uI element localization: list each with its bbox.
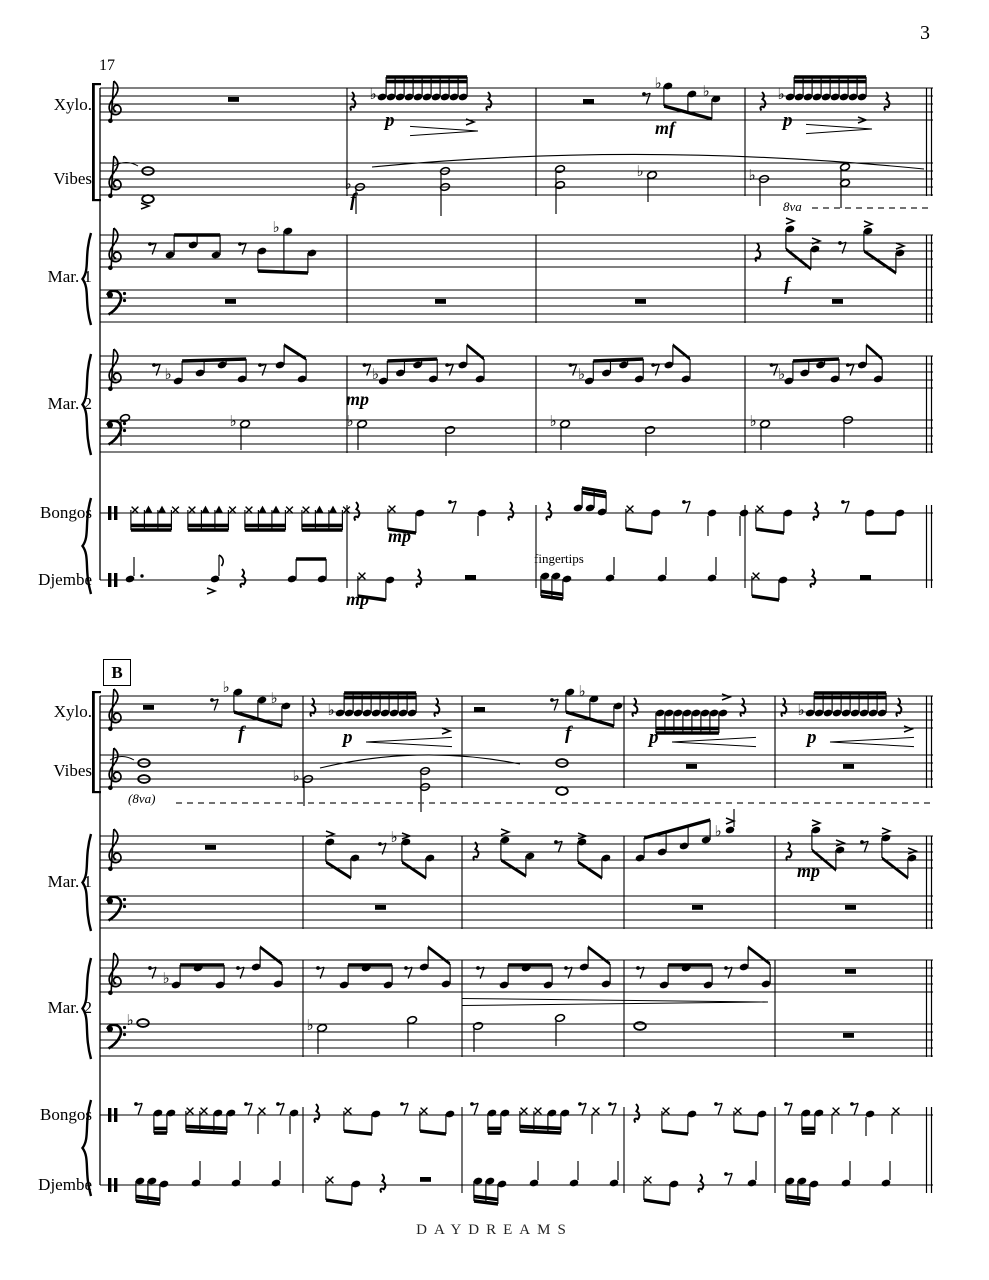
svg-text:♭: ♭ — [714, 822, 722, 840]
instrument-label-mar2-s2: Mar. 2 — [47, 998, 92, 1017]
instrument-label-vibes-s2: Vibes — [53, 761, 92, 780]
dynamic-mar1-mp-m25: mp — [797, 861, 821, 881]
dynamic-xylo-p-m22: p — [343, 727, 353, 748]
treble-clef-icon — [108, 748, 121, 790]
bass-clef-icon — [107, 291, 126, 315]
dynamic-xylo-mf-m19: mf — [655, 118, 675, 138]
page-number: 3 — [920, 22, 930, 44]
treble-clef-icon — [108, 228, 121, 270]
svg-text:♭: ♭ — [229, 412, 237, 430]
bass-clef-icon — [107, 897, 126, 921]
footer-title: DAYDREAMS — [416, 1222, 573, 1238]
svg-text:♭: ♭ — [549, 412, 557, 430]
svg-text:♭: ♭ — [272, 218, 280, 236]
svg-text:♭: ♭ — [636, 162, 644, 180]
svg-text:♭: ♭ — [346, 412, 354, 430]
octave-line-continuation-label: (8va) — [128, 791, 156, 806]
dynamic-vibes-f-m18: f — [350, 190, 357, 211]
instrument-label-mar2-s1: Mar. 2 — [47, 394, 92, 413]
rehearsal-mark: B — [103, 659, 131, 686]
svg-text:♭: ♭ — [344, 175, 352, 193]
svg-text:♭: ♭ — [306, 1016, 314, 1034]
svg-text:♭: ♭ — [778, 365, 786, 383]
svg-text:♭: ♭ — [749, 412, 757, 430]
instrument-label-mar1-s2: Mar. 1 — [47, 872, 92, 891]
svg-text:♭: ♭ — [777, 85, 785, 103]
treble-clef-icon — [108, 349, 121, 391]
dynamic-djembe-mp-m18: mp — [346, 589, 370, 609]
svg-text:♭: ♭ — [578, 682, 586, 700]
instrument-label-djembe-s2: Djembe — [38, 1175, 92, 1194]
svg-text:♭: ♭ — [164, 365, 172, 383]
instrument-label-bongos-s1: Bongos — [40, 503, 92, 522]
instrument-label-xylo-s1: Xylo. — [53, 95, 92, 114]
svg-text:♭: ♭ — [369, 85, 377, 103]
svg-text:♭: ♭ — [371, 365, 379, 383]
svg-text:♭: ♭ — [748, 166, 756, 184]
dynamic-xylo-p-m20: p — [783, 110, 793, 131]
instrument-label-vibes-s1: Vibes — [53, 169, 92, 188]
svg-text:♭: ♭ — [327, 701, 335, 719]
measure-number: 17 — [99, 57, 115, 74]
svg-text:♭: ♭ — [162, 969, 170, 987]
svg-text:♭: ♭ — [270, 689, 278, 707]
svg-text:♭: ♭ — [222, 678, 230, 696]
dynamic-bongos-mp-m18: mp — [388, 526, 412, 546]
dynamic-xylo-f-m21: f — [238, 723, 245, 744]
dynamic-mar1-f-m20: f — [784, 274, 791, 295]
dynamic-mar2-mp-m18: mp — [346, 389, 370, 409]
svg-text:♭: ♭ — [702, 82, 710, 100]
treble-clef-icon — [108, 829, 121, 871]
dynamic-xylo-p-m24: p — [649, 727, 659, 748]
svg-text:♭: ♭ — [797, 701, 805, 719]
treble-clef-icon — [108, 689, 121, 731]
bass-clef-icon — [107, 421, 126, 445]
technique-text-fingertips: fingertips — [534, 551, 584, 566]
treble-clef-icon — [108, 953, 121, 995]
instrument-label-djembe-s1: Djembe — [38, 570, 92, 589]
instrument-label-bongos-s2: Bongos — [40, 1105, 92, 1124]
svg-text:♭: ♭ — [126, 1011, 134, 1029]
octave-line-label: 8va — [783, 199, 802, 214]
instrument-label-xylo-s2: Xylo. — [53, 702, 92, 721]
dynamic-xylo-p-m25: p — [807, 727, 817, 748]
bass-clef-icon — [107, 1025, 126, 1049]
svg-text:♭: ♭ — [654, 74, 662, 92]
svg-text:♭: ♭ — [390, 828, 398, 846]
treble-clef-icon — [108, 81, 121, 123]
svg-text:♭: ♭ — [577, 365, 585, 383]
instrument-label-mar1-s1: Mar. 1 — [47, 267, 92, 286]
dynamic-xylo-f-m23: f — [565, 723, 572, 744]
treble-clef-icon — [108, 156, 121, 198]
svg-text:♭: ♭ — [292, 767, 300, 785]
dynamic-xylo-p-m18: p — [385, 110, 395, 131]
